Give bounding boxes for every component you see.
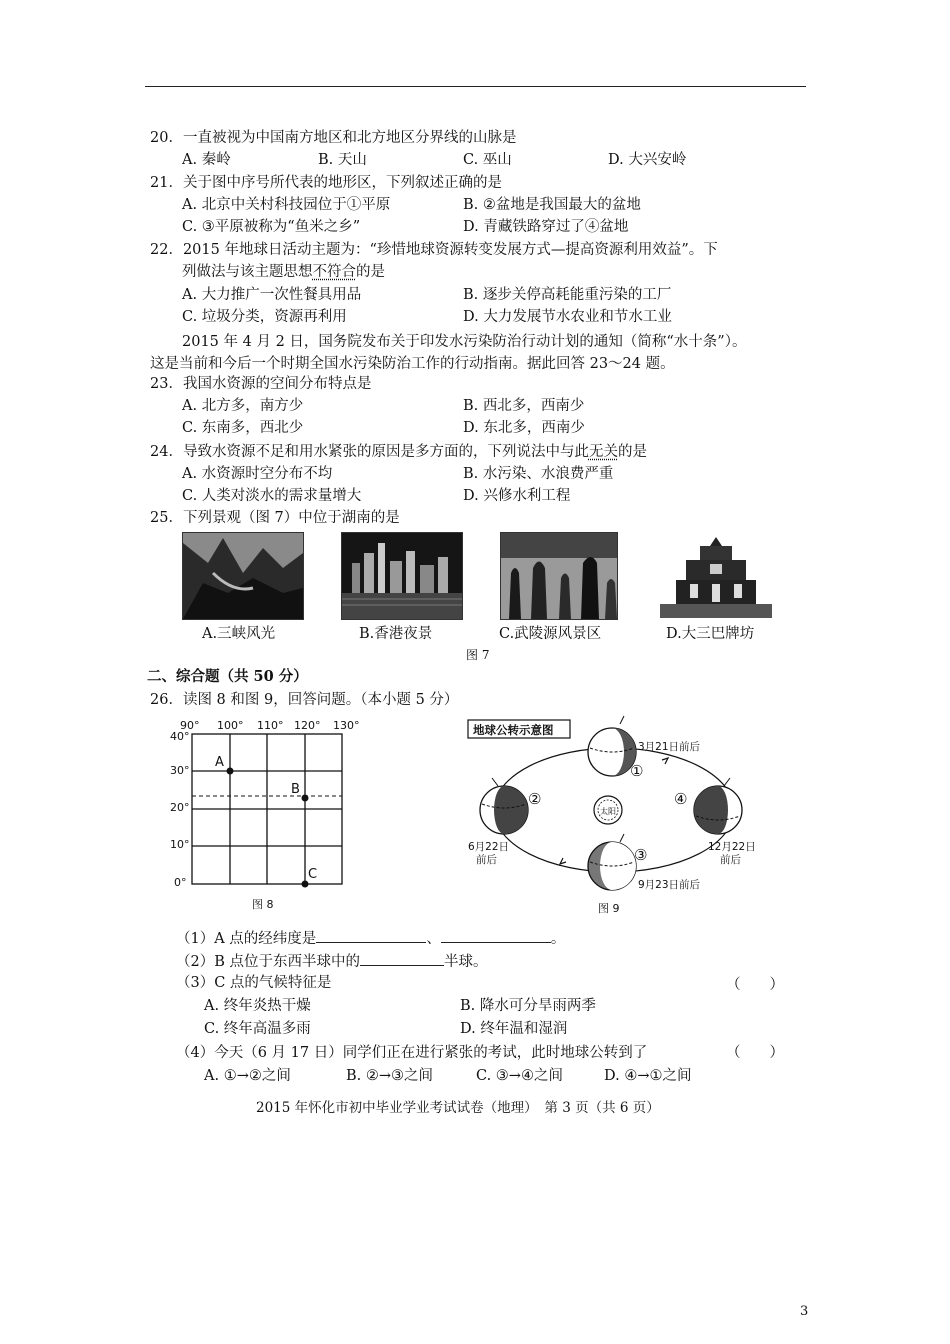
q21-option-c[interactable]: C. ③平原被称为“鱼米之乡” [182,219,361,235]
lat-label-10: 10° [170,838,190,851]
answer-blank-hemisphere[interactable] [360,951,444,966]
position-1-label: ① [630,762,644,780]
orbit-arrow-icon [662,758,668,764]
position-4-label: ④ [674,790,688,808]
earth-march-icon [588,716,636,776]
q26-part4-option-d[interactable]: D. ④→①之间 [604,1068,692,1084]
q22-option-d[interactable]: D. 大力发展节水农业和节水工业 [463,309,672,325]
answer-blank-lon[interactable] [316,928,426,943]
q23-option-a[interactable]: A. 北方多，南方少 [182,398,304,414]
q21-option-d[interactable]: D. 青藏铁路穿过了④盆地 [463,219,629,235]
lat-label-40: 40° [170,730,190,743]
q24-option-b[interactable]: B. 水污染、水浪费严重 [463,466,614,482]
position-2-label: ② [528,790,542,808]
q23-option-c[interactable]: C. 东南多，西北少 [182,420,304,436]
q21-option-a[interactable]: A. 北京中关村科技园位于①平原 [182,197,391,213]
photo-wulingyuan[interactable] [500,532,618,620]
lon-label-120: 120° [294,719,321,732]
q23-option-d[interactable]: D. 东北多，西南少 [463,420,585,436]
answer-blank-lat[interactable] [441,928,551,943]
q20-option-c[interactable]: C. 巫山 [463,152,512,168]
q22-stem-line1: 22．2015 年地球日活动主题为：“珍惜地球资源转变发展方式—提高资源利用效益”。下 [150,242,718,258]
q26-part2: （2）B 点位于东西半球中的 半球。 [176,951,488,972]
point-a-label: A [215,755,224,770]
q25-caption-d: D.大三巴牌坊 [666,626,755,642]
figure8-caption: 图 8 [252,898,274,911]
q23-option-b[interactable]: B. 西北多，西南少 [463,398,585,414]
q20-option-a[interactable]: A. 秦岭 [182,152,231,168]
december-label-1: 12月22日 [708,841,756,853]
lat-label-0: 0° [174,876,187,889]
intro-line1: 2015 年 4 月 2 日，国务院发布关于印发水污染防治行动计划的通知（简称“水十条”）。 [182,334,747,350]
earth-september-icon [588,834,636,890]
q20-option-d[interactable]: D. 大兴安岭 [608,152,687,168]
q26-part1: （1）A 点的经纬度是 、 。 [176,928,565,949]
three-gorges-image [183,533,303,619]
q22-stem-line2: 列做法与该主题思想不符合的是 [182,264,385,280]
ruins-st-paul-image [660,532,772,618]
figure7-caption: 图 7 [466,648,490,662]
lon-label-90: 90° [180,719,200,732]
december-label-2: 前后 [720,854,741,866]
intro-line2: 这是当前和今后一个时期全国水污染防治工作的行动指南。据此回答 23～24 题。 [150,356,675,372]
q20-stem: 20．一直被视为中国南方地区和北方地区分界线的山脉是 [150,130,517,146]
earth-june-icon [480,778,528,834]
q26-part4-option-a[interactable]: A. ①→②之间 [204,1068,291,1084]
wulingyuan-image [501,533,617,619]
emphasis-not-conform: 不符合 [312,264,356,280]
q22-option-a[interactable]: A. 大力推广一次性餐具用品 [182,287,362,303]
q26-part4: （4）今天（6 月 17 日）同学们正在进行紧张的考试，此时地球公转到了 [176,1045,648,1061]
q26-part3-option-c[interactable]: C. 终年高温多雨 [204,1021,311,1037]
figure9-title: 地球公转示意图 [473,723,554,737]
q24-option-a[interactable]: A. 水资源时空分布不均 [182,466,333,482]
emphasis-unrelated: 无关 [588,444,618,460]
photo-hongkong-night[interactable] [341,532,463,620]
september-label: 9月23日前后 [638,879,701,891]
q26-part3-answer-paren[interactable]: （ ） [726,977,784,993]
q26-part3: （3）C 点的气候特征是 [176,975,332,991]
page-number: 3 [800,1304,809,1319]
earth-december-icon [694,778,742,834]
q21-stem: 21．关于图中序号所代表的地形区，下列叙述正确的是 [150,175,502,191]
q24-option-c[interactable]: C. 人类对淡水的需求量增大 [182,488,362,504]
figure9-caption: 图 9 [598,902,620,915]
position-3-label: ③ [634,846,648,864]
sun-label: 太阳 [600,807,616,816]
q24-stem: 24．导致水资源不足和用水紧张的原因是多方面的，下列说法中与此无关的是 [150,444,647,460]
march-label: 3月21日前后 [638,741,701,753]
q22-option-b[interactable]: B. 逐步关停高耗能重污染的工厂 [463,287,672,303]
orbit-arrow-icon-2 [560,858,566,864]
june-label-1: 6月22日 [468,841,510,853]
figure9-orbit [462,712,782,922]
section2-heading: 二、综合题（共 50 分） [147,668,308,685]
figure8-grid [160,712,380,922]
page-footer: 2015 年怀化市初中毕业学业考试试卷（地理） 第 3 页（共 6 页） [256,1100,660,1116]
q25-caption-b: B.香港夜景 [359,626,433,642]
lat-label-20: 20° [170,801,190,814]
q25-caption-a: A.三峡风光 [202,626,276,642]
q25-stem: 25．下列景观（图 7）中位于湖南的是 [150,510,400,526]
lon-label-100: 100° [217,719,244,732]
june-label-2: 前后 [476,854,497,866]
q26-part4-answer-paren[interactable]: （ ） [726,1045,784,1061]
point-b-marker [302,795,309,802]
q26-part3-option-a[interactable]: A. 终年炎热干燥 [204,998,311,1014]
lon-label-130: 130° [333,719,360,732]
point-a-marker [227,768,234,775]
lon-label-110: 110° [257,719,284,732]
q21-option-b[interactable]: B. ②盆地是我国最大的盆地 [463,197,641,213]
photo-ruins-st-paul[interactable] [660,532,772,618]
q26-part3-option-b[interactable]: B. 降水可分旱雨两季 [460,998,596,1014]
q25-caption-c: C.武陵源风景区 [499,626,602,642]
photo-three-gorges[interactable] [182,532,304,620]
q20-option-b[interactable]: B. 天山 [318,152,367,168]
point-c-label: C [308,867,318,882]
q23-stem: 23．我国水资源的空间分布特点是 [150,376,372,392]
point-b-label: B [291,782,300,797]
q26-part3-option-d[interactable]: D. 终年温和湿润 [460,1021,568,1037]
q24-option-d[interactable]: D. 兴修水利工程 [463,488,571,504]
q26-stem: 26．读图 8 和图 9，回答问题。（本小题 5 分） [150,692,459,708]
q22-option-c[interactable]: C. 垃圾分类，资源再利用 [182,309,347,325]
q26-part4-option-b[interactable]: B. ②→③之间 [346,1068,434,1084]
hongkong-night-image [342,533,462,619]
header-rule [145,86,806,87]
q26-part4-option-c[interactable]: C. ③→④之间 [476,1068,563,1084]
lat-label-30: 30° [170,764,190,777]
